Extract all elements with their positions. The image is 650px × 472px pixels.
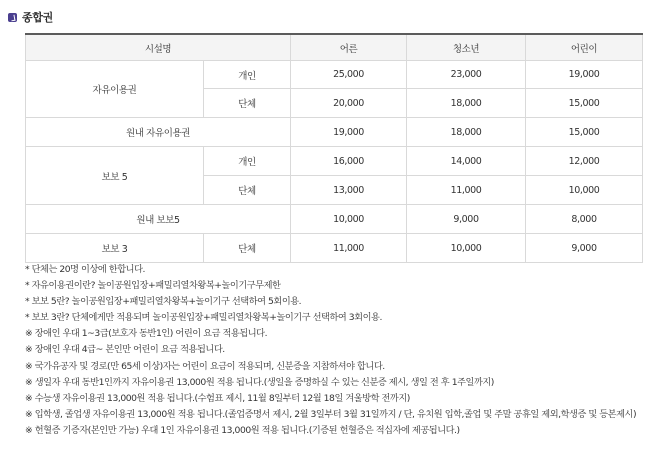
table-row — [26, 61, 643, 89]
note-item: ※ 생일자 우대 동반1인까지 자유이용권 13,000원 적용 됩니다.(생일을 증명하실 수 있는 신분증 제시, 생일 전 후 1주일까지) — [25, 376, 494, 388]
square-check-icon — [8, 13, 17, 22]
price-adult: 13,000 — [291, 176, 407, 205]
price-youth: 23,000 — [407, 61, 526, 89]
price-child: 15,000 — [526, 89, 643, 118]
header-youth: 청소년 — [407, 34, 526, 61]
facility-name: 자유이용권 — [26, 61, 204, 118]
price-adult: 16,000 — [291, 147, 407, 176]
ticket-type: 개인 — [204, 61, 291, 89]
note-item: * 보보 3란? 단체에게만 적용되며 놀이공원입장+패밀리열차왕복+놀이기구 선택하여 3회이용. — [25, 312, 382, 324]
price-child: 8,000 — [526, 205, 643, 234]
price-youth: 14,000 — [407, 147, 526, 176]
note-item: * 자유이용권이란? 놀이공원입장+패밀리열차왕복+놀이기구무제한 — [25, 280, 281, 292]
price-child: 12,000 — [526, 147, 643, 176]
price-child: 10,000 — [526, 176, 643, 205]
section-title: 종합권 — [22, 11, 53, 24]
ticket-type: 단체 — [204, 234, 291, 263]
header-child: 어린이 — [526, 34, 643, 61]
price-child: 9,000 — [526, 234, 643, 263]
price-table — [25, 33, 643, 263]
price-youth: 11,000 — [407, 176, 526, 205]
table-row — [26, 118, 643, 147]
price-adult: 20,000 — [291, 89, 407, 118]
table-row — [26, 147, 643, 176]
note-item: ※ 국가유공자 및 경로(만 65세 이상)자는 어린이 요금이 적용되며, 신분증을 지참하셔야 합니다. — [25, 360, 385, 372]
price-youth: 9,000 — [407, 205, 526, 234]
header-adult: 어른 — [291, 34, 407, 61]
facility-name: 보보 5 — [26, 147, 204, 205]
notes-list — [25, 262, 640, 439]
table-row — [26, 234, 643, 263]
note-item: ※ 수능생 자유이용권 13,000원 적용 됩니다.(수험표 제시, 11월 8일부터 12월 18일 겨울방학 전까지) — [25, 392, 410, 404]
note-item: ※ 장애인 우대 4급~ 본인만 어린이 요금 적용됩니다. — [25, 344, 225, 356]
note-item: * 단체는 20명 이상에 한합니다. — [25, 264, 145, 275]
price-child: 15,000 — [526, 118, 643, 147]
facility-name: 원내 보보5 — [26, 205, 291, 234]
note-item: ※ 헌혈증 기증자(본인만 가능) 우대 1인 자유이용권 13,000원 적용 됩니다.(기증된 헌혈증은 적십자에 제공됩니다.) — [25, 424, 460, 436]
price-adult: 19,000 — [291, 118, 407, 147]
note-item: * 보보 5란? 놀이공원입장+패밀리열차왕복+놀이기구 선택하여 5회이용. — [25, 296, 302, 308]
table-header-row — [26, 34, 643, 61]
facility-name: 원내 자유이용권 — [26, 118, 291, 147]
table-row — [26, 205, 643, 234]
ticket-type: 단체 — [204, 176, 291, 205]
price-adult: 10,000 — [291, 205, 407, 234]
header-facility: 시설명 — [26, 34, 291, 61]
price-youth: 10,000 — [407, 234, 526, 263]
price-adult: 25,000 — [291, 61, 407, 89]
ticket-type: 단체 — [204, 89, 291, 118]
note-item: ※ 장애인 우대 1~3급(보호자 동반1인) 어린이 요금 적용됩니다. — [25, 328, 268, 340]
ticket-type: 개인 — [204, 147, 291, 176]
price-adult: 11,000 — [291, 234, 407, 263]
price-youth: 18,000 — [407, 89, 526, 118]
price-child: 19,000 — [526, 61, 643, 89]
note-item: ※ 입학생, 졸업생 자유이용권 13,000원 적용 됩니다.(졸업증명서 제시, 2월 3일부터 3월 31일까지 / 단, 유치원 입학,졸업 및 주말 공휴일 제외,학생증 및 등본제시) — [25, 408, 637, 420]
section-header — [8, 10, 53, 24]
price-youth: 18,000 — [407, 118, 526, 147]
facility-name: 보보 3 — [26, 234, 204, 263]
